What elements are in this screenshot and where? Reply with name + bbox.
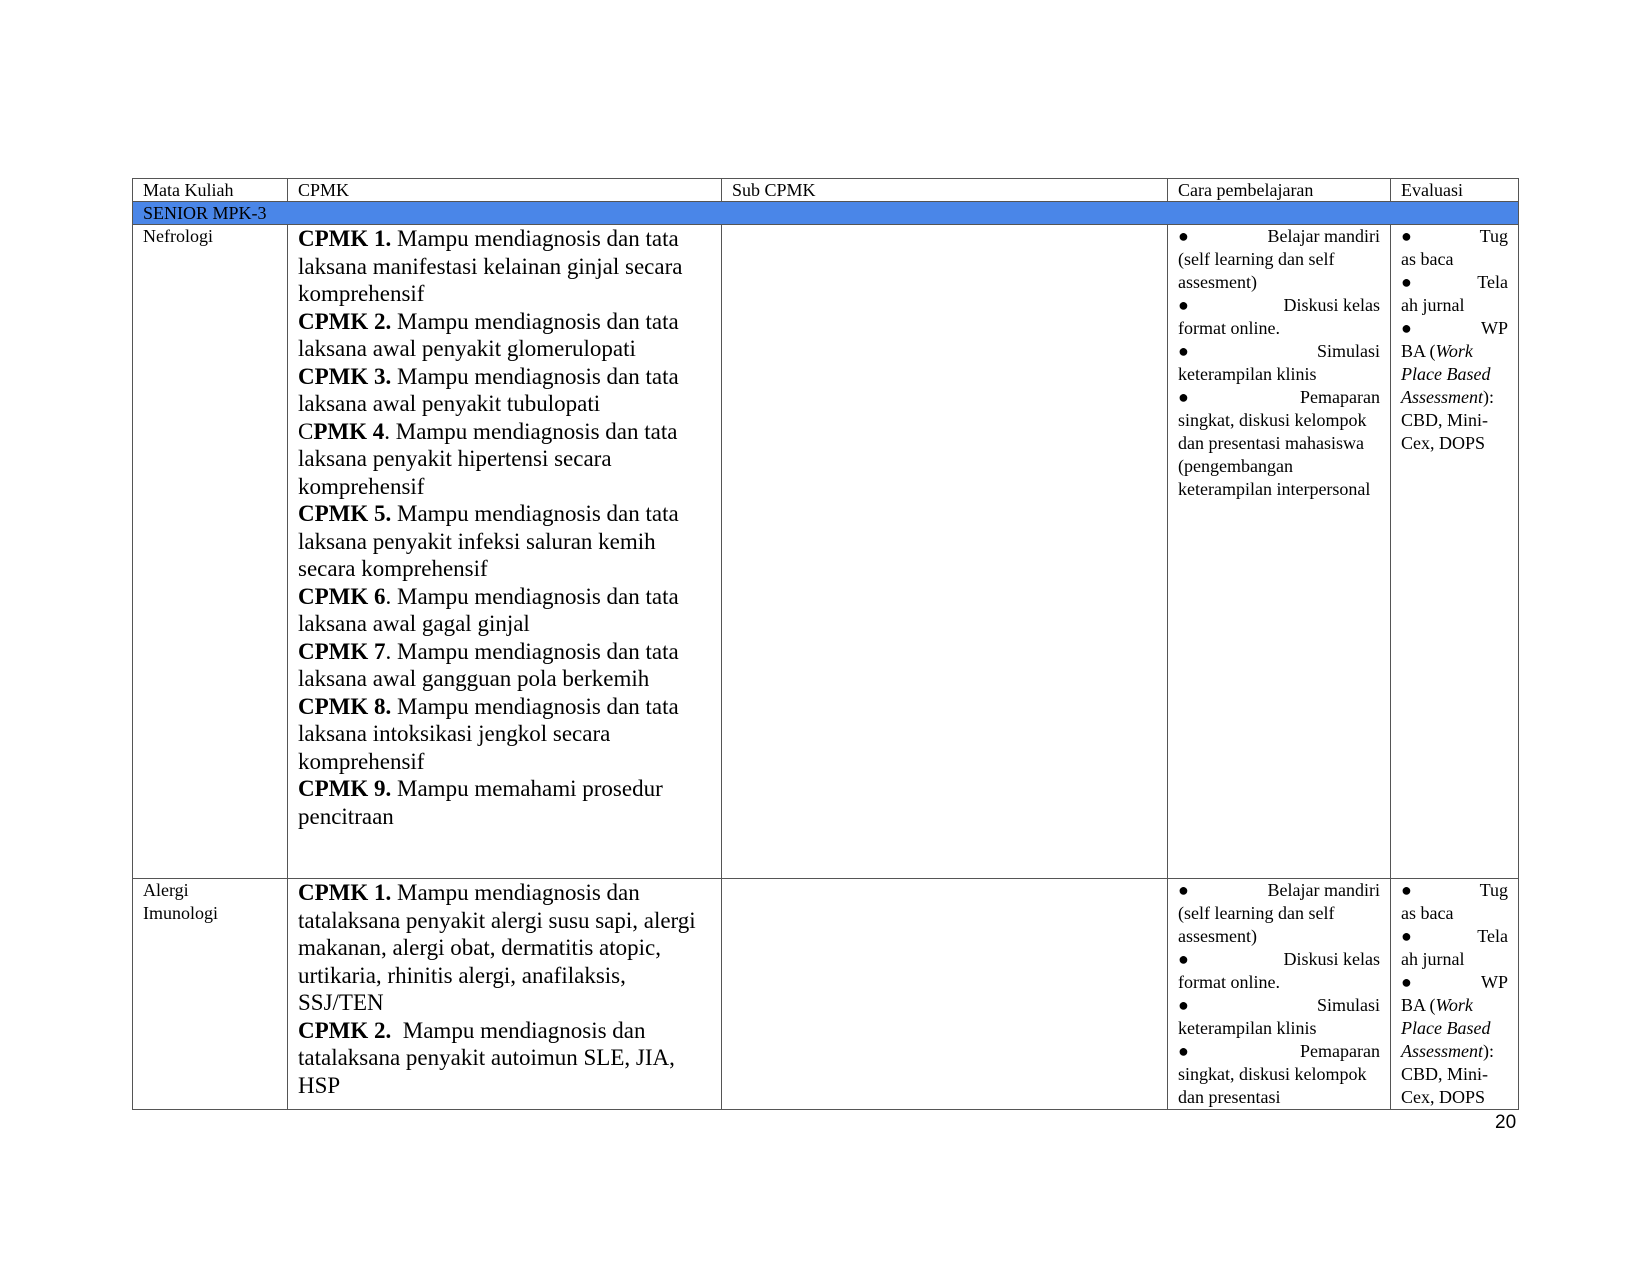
cpmk-text: Mampu mendiagnosis dan tata laksana awal penyakit tubulopati xyxy=(298,363,679,416)
course-name: Nefrologi xyxy=(143,226,213,246)
section-row xyxy=(133,202,1519,225)
bullet-icon: ● xyxy=(1401,972,1412,992)
cpmk-item xyxy=(298,1017,711,1100)
item-first-line: Belajar mandiri xyxy=(1267,226,1380,246)
item-rest-italic: Work Place Based Assessment xyxy=(1401,995,1491,1061)
list-item xyxy=(1401,971,1508,1109)
item-rest: (self learning dan self assesment) xyxy=(1178,249,1335,292)
cpmk-label: CPMK 6 xyxy=(298,583,386,609)
cpmk-text: . Mampu mendiagnosis dan tata laksana awal gangguan pola berkemih xyxy=(298,638,679,691)
item-rest-italic: Work Place Based Assessment xyxy=(1401,341,1491,407)
item-first-line: Tela xyxy=(1477,272,1508,292)
cpmk-label: CPMK 9. xyxy=(298,776,392,801)
bullet-icon: ● xyxy=(1178,995,1189,1015)
item-first-line: WP xyxy=(1481,318,1508,338)
page-number: 20 xyxy=(1495,1112,1517,1133)
cpmk-item xyxy=(298,775,711,830)
list-item xyxy=(1178,386,1380,501)
cpmk-item xyxy=(298,500,711,583)
course-name-line: Imunologi xyxy=(143,903,218,923)
cpmk-item xyxy=(298,308,711,363)
item-rest: ah jurnal xyxy=(1401,295,1465,315)
item-first-line: Tug xyxy=(1479,880,1508,900)
bullet-icon: ● xyxy=(1401,880,1412,900)
bullet-icon: ● xyxy=(1178,295,1189,315)
list-item xyxy=(1401,879,1508,925)
bullet-icon: ● xyxy=(1178,949,1189,969)
cpmk-label-prefix: C xyxy=(298,418,314,444)
header-sub-cpmk: Sub CPMK xyxy=(722,179,1168,202)
sub-cpmk-cell xyxy=(722,879,1168,1110)
cpmk-label: CPMK 8. xyxy=(298,693,392,719)
cpmk-text: Mampu mendiagnosis dan tata laksana manifestasi kelainan ginjal secara komprehensif xyxy=(298,226,683,306)
section-label: SENIOR MPK-3 xyxy=(133,202,1519,225)
item-first-line: Tug xyxy=(1479,226,1508,246)
bullet-icon: ● xyxy=(1401,318,1412,338)
cpmk-item xyxy=(298,363,711,418)
bullet-icon: ● xyxy=(1401,226,1412,246)
list-item xyxy=(1178,1040,1380,1109)
item-first-line: Simulasi xyxy=(1316,341,1380,361)
cpmk-text: Mampu mendiagnosis dan tatalaksana penyakit autoimun SLE, JIA, HSP xyxy=(298,1017,681,1098)
item-first-line: Diskusi kelas xyxy=(1283,295,1380,315)
item-rest: ah jurnal xyxy=(1401,949,1465,969)
item-rest: singkat, diskusi kelompok dan presentasi mahasiswa (pengembangan keterampilan interpersonal xyxy=(1178,410,1371,499)
item-rest-tail: ): CBD, Mini-Cex, DOPS xyxy=(1401,387,1494,453)
curriculum-table xyxy=(132,178,1519,1110)
header-mata-kuliah: Mata Kuliah xyxy=(133,179,288,202)
item-rest-tail: ): CBD, Mini-Cex, DOPS xyxy=(1401,1041,1494,1107)
cpmk-item xyxy=(298,879,711,1017)
course-cell xyxy=(133,225,288,879)
item-first-line: Pemaparan xyxy=(1300,1041,1380,1061)
header-cara-pembelajaran: Cara pembelajaran xyxy=(1168,179,1391,202)
cpmk-label: CPMK 1. xyxy=(298,226,392,251)
item-rest: format online. xyxy=(1178,318,1280,338)
item-first-line: WP xyxy=(1481,972,1508,992)
item-rest: singkat, diskusi kelompok dan presentasi xyxy=(1178,1064,1367,1107)
item-first-line: Belajar mandiri xyxy=(1267,880,1380,900)
cpmk-text: . Mampu mendiagnosis dan tata laksana penyakit hipertensi secara komprehensif xyxy=(298,418,678,499)
item-rest: (self learning dan self assesment) xyxy=(1178,903,1335,946)
evaluasi-cell xyxy=(1391,879,1519,1110)
item-rest: keterampilan klinis xyxy=(1178,1018,1317,1038)
item-rest: format online. xyxy=(1178,972,1280,992)
item-rest-plain: BA ( xyxy=(1401,341,1436,361)
header-cpmk: CPMK xyxy=(288,179,722,202)
cpmk-label: PMK 4 xyxy=(313,418,385,444)
list-item xyxy=(1178,994,1380,1040)
cpmk-label: CPMK 5. xyxy=(298,501,392,526)
cara-pembelajaran-cell xyxy=(1168,225,1391,879)
cpmk-item xyxy=(298,418,711,501)
bullet-icon: ● xyxy=(1178,880,1189,900)
item-rest xyxy=(1401,340,1508,455)
cpmk-text: Mampu mendiagnosis dan tatalaksana penyakit alergi susu sapi, alergi makanan, alergi obat, dermatitis atopic, urtikaria, rhinitis alergi, anafilaksis, SSJ/TEN xyxy=(298,880,696,1015)
cpmk-item xyxy=(298,225,711,308)
bullet-icon: ● xyxy=(1178,1041,1189,1061)
header-row xyxy=(133,179,1519,202)
bullet-icon: ● xyxy=(1401,272,1412,292)
cpmk-text: . Mampu mendiagnosis dan tata laksana awal gagal ginjal xyxy=(298,583,679,636)
cpmk-label: CPMK 1. xyxy=(298,880,392,905)
cpmk-text: Mampu mendiagnosis dan tata laksana intoksikasi jengkol secara komprehensif xyxy=(298,693,679,774)
cpmk-label: CPMK 2. xyxy=(298,1017,392,1043)
item-rest: as baca xyxy=(1401,249,1454,269)
list-item xyxy=(1178,294,1380,340)
item-rest: keterampilan klinis xyxy=(1178,364,1317,384)
list-item xyxy=(1401,317,1508,455)
evaluasi-cell xyxy=(1391,225,1519,879)
item-first-line: Diskusi kelas xyxy=(1283,949,1380,969)
cpmk-label: CPMK 7 xyxy=(298,638,386,664)
list-item xyxy=(1401,271,1508,317)
cpmk-cell xyxy=(288,879,722,1110)
cara-pembelajaran-cell xyxy=(1168,879,1391,1110)
cpmk-item xyxy=(298,638,711,693)
cpmk-item xyxy=(298,693,711,776)
cpmk-label: CPMK 2. xyxy=(298,308,392,334)
list-item xyxy=(1178,340,1380,386)
item-rest xyxy=(1401,994,1508,1109)
table-row xyxy=(133,879,1519,1110)
list-item xyxy=(1401,925,1508,971)
cpmk-text: Mampu memahami prosedur pencitraan xyxy=(298,776,663,829)
cpmk-item xyxy=(298,583,711,638)
course-cell xyxy=(133,879,288,1110)
list-item xyxy=(1178,225,1380,294)
list-item xyxy=(1178,948,1380,994)
cpmk-text: Mampu mendiagnosis dan tata laksana penyakit infeksi saluran kemih secara komprehensif xyxy=(298,501,679,581)
item-first-line: Pemaparan xyxy=(1300,387,1380,407)
bullet-icon: ● xyxy=(1178,226,1189,246)
list-item xyxy=(1178,879,1380,948)
cpmk-cell xyxy=(288,225,722,879)
item-first-line: Simulasi xyxy=(1316,995,1380,1015)
bullet-icon: ● xyxy=(1401,926,1412,946)
table-row xyxy=(133,225,1519,879)
bullet-icon: ● xyxy=(1178,341,1189,361)
bullet-icon: ● xyxy=(1178,387,1189,407)
cpmk-label: CPMK 3. xyxy=(298,363,392,389)
cpmk-text: Mampu mendiagnosis dan tata laksana awal penyakit glomerulopati xyxy=(298,308,679,361)
item-rest-plain: BA ( xyxy=(1401,995,1436,1015)
sub-cpmk-cell xyxy=(722,225,1168,879)
header-evaluasi: Evaluasi xyxy=(1391,179,1519,202)
item-rest: as baca xyxy=(1401,903,1454,923)
list-item xyxy=(1401,225,1508,271)
course-name-line: Alergi xyxy=(143,880,189,900)
item-first-line: Tela xyxy=(1477,926,1508,946)
